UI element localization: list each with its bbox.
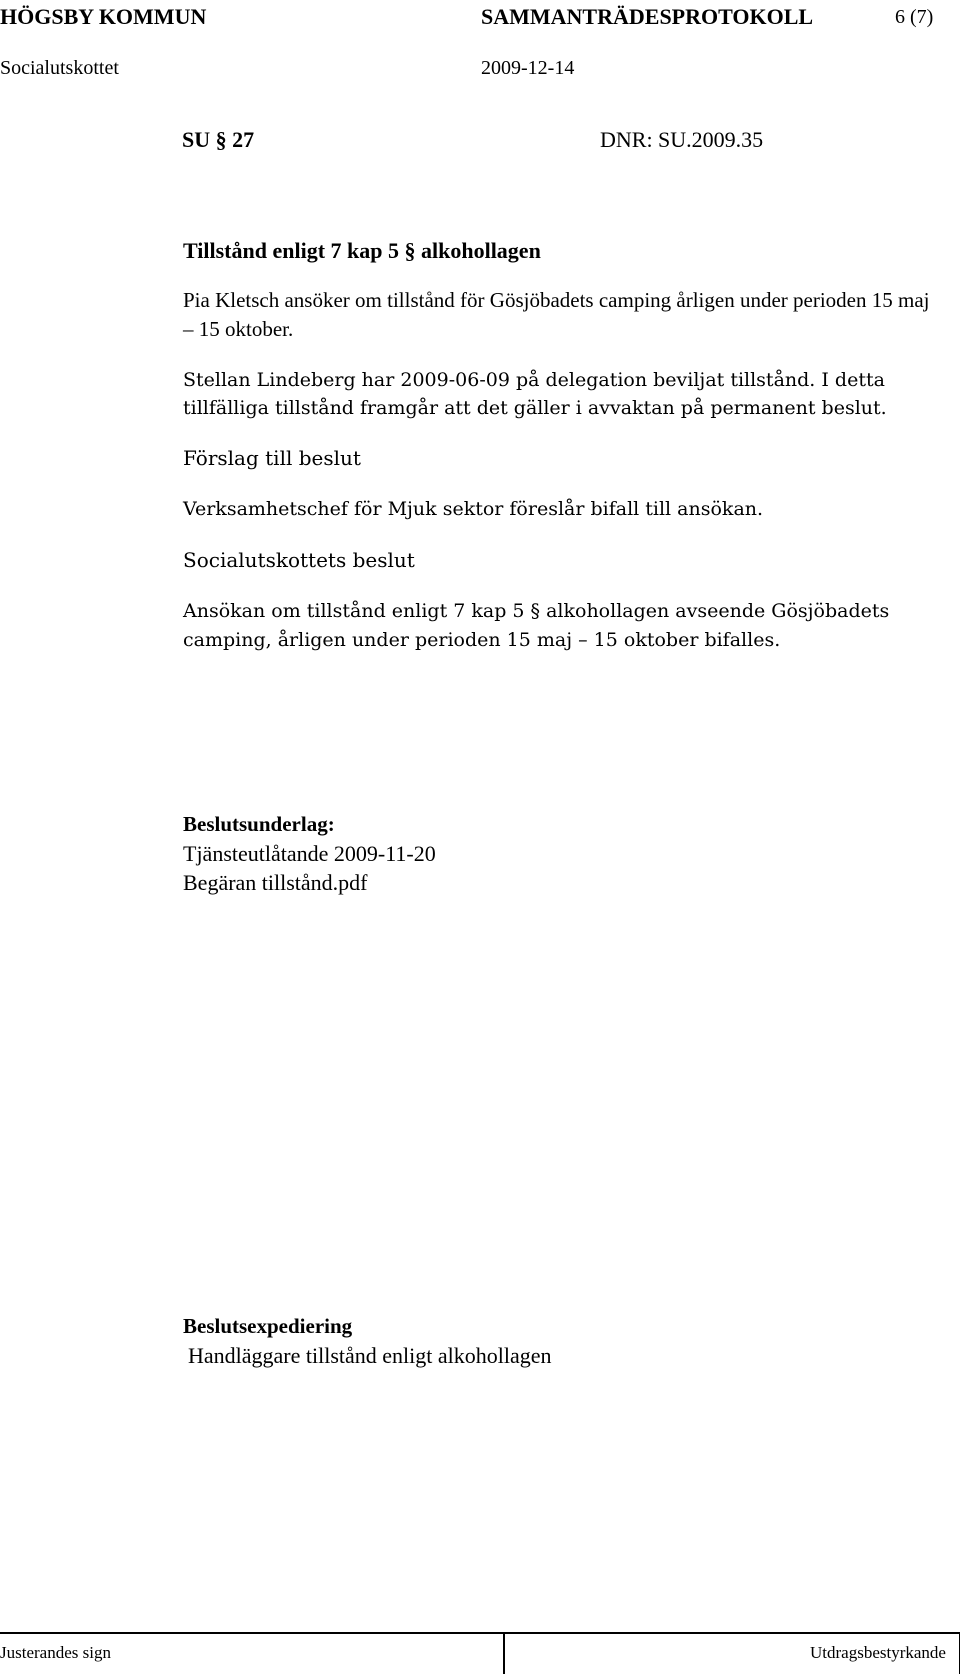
proposal-heading: Förslag till beslut xyxy=(183,446,361,470)
dispatch-text: Handläggare tillstånd enligt alkohollagen xyxy=(188,1343,552,1368)
meeting-date: 2009-12-14 xyxy=(481,57,575,79)
paragraph-application-text: Pia Kletsch ansöker om tillstånd för Gösjöbadets camping årligen under perioden 15 maj – 15 oktober. xyxy=(183,288,930,341)
dispatch-heading: Beslutsexpediering xyxy=(183,1314,353,1338)
footer-rule xyxy=(0,1632,960,1634)
item-title: Tillstånd enligt 7 kap 5 § alkohollagen xyxy=(183,238,541,263)
decision-heading: Socialutskottets beslut xyxy=(183,548,415,572)
document-type: SAMMANTRÄDESPROTOKOLL xyxy=(481,4,814,29)
footer-left-label: Justerandes sign xyxy=(0,1643,111,1662)
paragraph-delegation-text: Stellan Lindeberg har 2009-06-09 på delegation beviljat tillstånd. I detta tillfälliga tillstånd framgår att det gäller i avvaktan på permanent beslut. xyxy=(183,369,887,419)
protocol-content xyxy=(183,236,943,1370)
basis-heading: Beslutsunderlag: xyxy=(183,812,335,836)
paragraph-application xyxy=(183,286,943,344)
proposal-text: Verksamhetschef för Mjuk sektor föreslår bifall till ansökan. xyxy=(183,498,764,520)
case-dnr: DNR: SU.2009.35 xyxy=(600,127,764,152)
case-section: SU § 27 xyxy=(182,127,255,152)
basis-item: Begäran tillstånd.pdf xyxy=(183,870,368,895)
footer-right-label: Utdragsbestyrkande xyxy=(810,1643,946,1662)
page-number: 6 (7) xyxy=(895,6,934,28)
committee-name: Socialutskottet xyxy=(0,57,119,79)
paragraph-delegation xyxy=(183,366,943,422)
organization-name: HÖGSBY KOMMUN xyxy=(0,4,207,29)
basis-item: Tjänsteutlåtande 2009-11-20 xyxy=(183,841,436,866)
footer-divider xyxy=(503,1632,505,1674)
decision-text: Ansökan om tillstånd enligt 7 kap 5 § alkohollagen avseende Gösjöbadets camping, årligen under perioden 15 maj – 15 oktober bifalles. xyxy=(183,600,890,651)
